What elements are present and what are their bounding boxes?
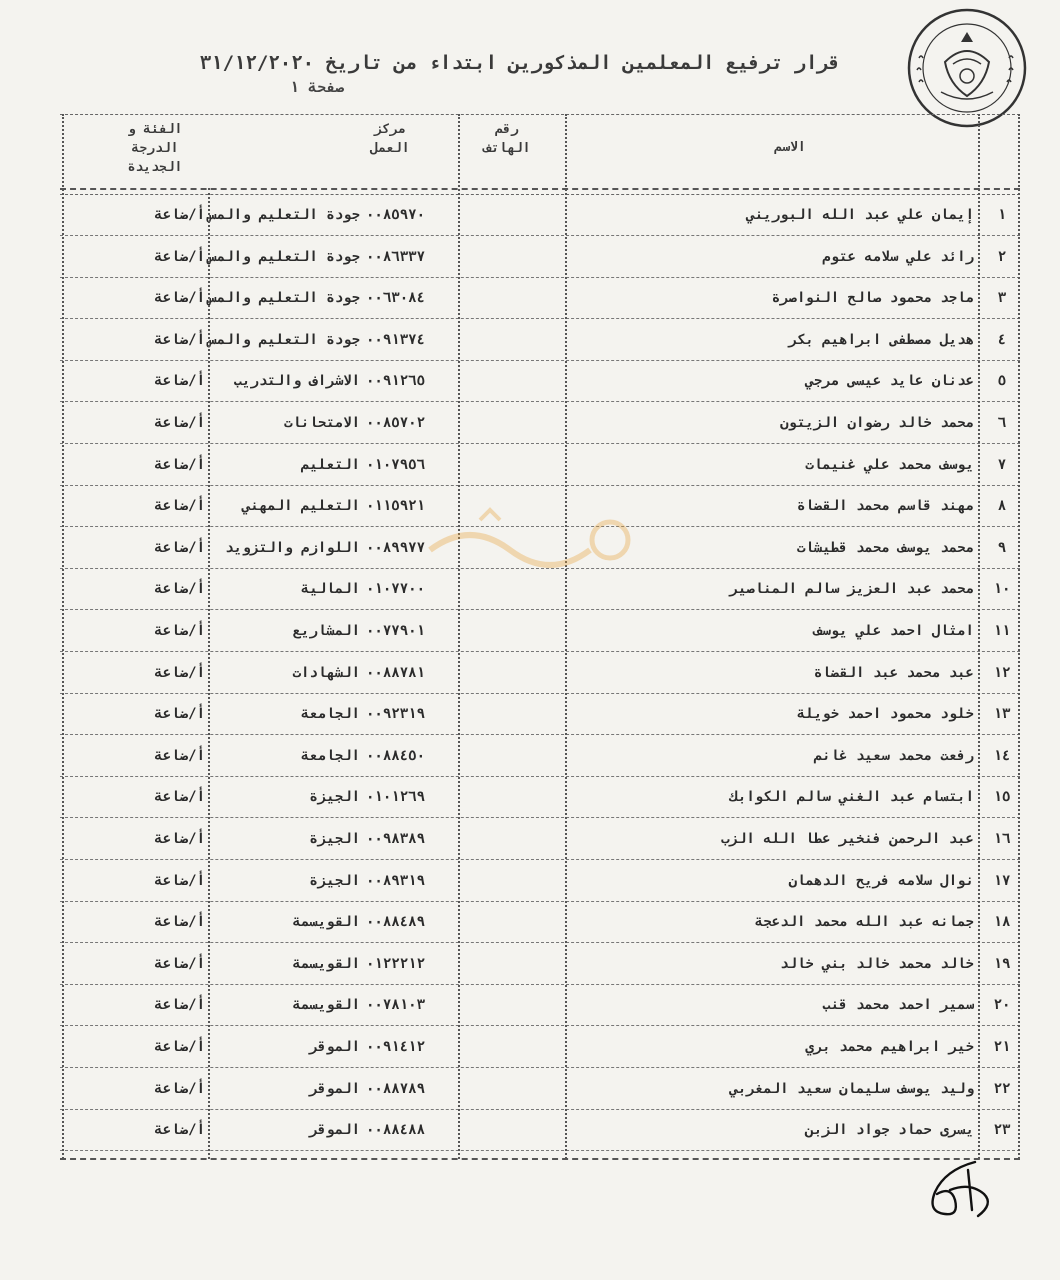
row-name: إيمان علي عبد الله البوريني bbox=[746, 207, 974, 223]
row-divider bbox=[60, 485, 1020, 486]
row-number: ١٣ bbox=[993, 706, 1011, 723]
table-row bbox=[60, 325, 1020, 367]
row-center: الشهادات bbox=[292, 664, 360, 681]
row-center: جودة التعليم والمس bbox=[208, 248, 360, 265]
row-name: ابتسام عبد الغني سالم الكوابك bbox=[729, 789, 974, 806]
row-name: رائد علي سلامه عتوم bbox=[822, 248, 974, 265]
signature-scribble-icon bbox=[920, 1150, 1000, 1230]
row-divider bbox=[60, 901, 1020, 902]
row-center: جودة التعليم والمس bbox=[208, 207, 360, 223]
row-grade: أ/ضاعة bbox=[154, 456, 205, 473]
row-number: ١٤ bbox=[993, 747, 1011, 764]
row-center: الموقر bbox=[309, 1122, 360, 1139]
table-row bbox=[60, 242, 1020, 284]
row-divider bbox=[60, 1150, 1020, 1151]
row-number: ١٢ bbox=[993, 664, 1011, 681]
row-name: عبد محمد عبد القضاة bbox=[813, 664, 974, 681]
row-number: ٢٢ bbox=[993, 1080, 1011, 1097]
row-name: ماجد محمود صالح النواصرة bbox=[771, 290, 974, 307]
row-name: امثال احمد علي يوسف bbox=[813, 623, 974, 639]
watermark-logo-icon bbox=[420, 500, 650, 580]
row-divider bbox=[60, 817, 1020, 818]
row-emp-id: ٠١٢٢٢١٢ bbox=[366, 955, 426, 972]
row-divider bbox=[60, 984, 1020, 985]
row-emp-id: ٠٠٨٨٤٥٠ bbox=[366, 747, 426, 764]
row-number: ١٩ bbox=[993, 955, 1011, 972]
row-grade: أ/ضاعة bbox=[154, 1080, 205, 1097]
table-row bbox=[60, 408, 1020, 450]
row-divider bbox=[60, 693, 1020, 694]
table-row bbox=[60, 1074, 1020, 1116]
row-name: مهند قاسم محمد القضاة bbox=[796, 498, 974, 515]
row-divider bbox=[60, 859, 1020, 860]
row-divider bbox=[60, 401, 1020, 402]
table-row bbox=[60, 907, 1020, 949]
row-number: ٧ bbox=[997, 456, 1007, 473]
table-row bbox=[60, 283, 1020, 325]
row-name: محمد عبد العزيز سالم المناصير bbox=[729, 581, 974, 598]
row-emp-id: ٠٠٨٥٧٠٢ bbox=[366, 415, 426, 431]
table-row bbox=[60, 1115, 1020, 1157]
row-grade: أ/ضاعة bbox=[154, 373, 205, 390]
row-divider bbox=[60, 942, 1020, 943]
row-name: خلود محمود احمد خويلة bbox=[796, 706, 974, 723]
row-center: الجيزة bbox=[309, 789, 360, 806]
row-number: ٦ bbox=[997, 415, 1007, 431]
row-number: ٥ bbox=[997, 373, 1007, 390]
row-divider bbox=[60, 443, 1020, 444]
row-name: خير ابراهيم محمد بري bbox=[805, 1039, 974, 1055]
row-center: الجامعة bbox=[300, 706, 360, 723]
document-title: قرار ترفيع المعلمين المذكورين ابتداء من تاريخ ٣١/١٢/٢٠٢٠ bbox=[199, 52, 841, 74]
table-row bbox=[60, 450, 1020, 492]
row-name: يسرى حماد جواد الزبن bbox=[805, 1122, 974, 1139]
row-grade: أ/ضاعة bbox=[154, 331, 205, 348]
row-emp-id: ٠٠٨٩٣١٩ bbox=[366, 872, 426, 889]
row-number: ٤ bbox=[997, 331, 1007, 348]
row-number: ٢٠ bbox=[993, 997, 1011, 1014]
table-row bbox=[60, 366, 1020, 408]
row-center: المالية bbox=[300, 581, 360, 598]
row-center: المشاريع bbox=[292, 623, 360, 639]
row-grade: أ/ضاعة bbox=[154, 664, 205, 681]
table-row bbox=[60, 949, 1020, 991]
row-center: القويسمة bbox=[292, 914, 360, 931]
row-number: ٨ bbox=[997, 498, 1007, 515]
row-grade: أ/ضاعة bbox=[154, 581, 205, 598]
row-grade: أ/ضاعة bbox=[154, 1122, 205, 1139]
table-row bbox=[60, 658, 1020, 700]
row-center: القويسمة bbox=[292, 997, 360, 1014]
row-number: ٢ bbox=[997, 248, 1007, 265]
row-emp-id: ٠١٠١٢٦٩ bbox=[366, 789, 426, 806]
row-center: الجيزة bbox=[309, 831, 360, 847]
row-emp-id: ٠٠٨٨٤٨٩ bbox=[366, 914, 426, 931]
row-number: ١٧ bbox=[993, 872, 1011, 889]
row-center: الامتحانات bbox=[284, 415, 360, 431]
row-number: ٩ bbox=[997, 539, 1007, 556]
row-emp-id: ٠٠٩٢٣١٩ bbox=[366, 706, 426, 723]
row-center: اللوازم والتزويد bbox=[225, 539, 360, 556]
kingdom-seal-icon bbox=[905, 6, 1029, 130]
row-center: التعليم bbox=[300, 456, 360, 473]
row-emp-id: ٠٠٨٩٩٧٧ bbox=[366, 539, 426, 556]
row-emp-id: ٠٠٧٧٩٠١ bbox=[366, 623, 426, 639]
row-center: الموقر bbox=[309, 1080, 360, 1097]
table-row bbox=[60, 782, 1020, 824]
row-divider bbox=[60, 734, 1020, 735]
row-number: ٢١ bbox=[993, 1039, 1011, 1055]
row-emp-id: ٠٠٦٣٠٨٤ bbox=[366, 290, 426, 307]
row-emp-id: ٠٠٩١٤١٢ bbox=[366, 1039, 426, 1055]
row-name: محمد خالد رضوان الزيتون bbox=[780, 415, 974, 431]
row-grade: أ/ضاعة bbox=[154, 955, 205, 972]
table-row bbox=[60, 866, 1020, 908]
row-grade: أ/ضاعة bbox=[154, 623, 205, 639]
row-grade: أ/ضاعة bbox=[154, 1039, 205, 1055]
row-divider bbox=[60, 277, 1020, 278]
header-center: مركز العمل bbox=[370, 122, 410, 156]
row-emp-id: ٠٠٩١٣٧٤ bbox=[366, 331, 426, 348]
table-row bbox=[60, 616, 1020, 658]
row-divider bbox=[60, 776, 1020, 777]
row-emp-id: ٠٠٧٨١٠٣ bbox=[366, 997, 426, 1014]
row-center: الموقر bbox=[309, 1039, 360, 1055]
header-emp-id: رقم الهاتف bbox=[483, 122, 531, 156]
row-divider bbox=[60, 1109, 1020, 1110]
row-center: الجامعة bbox=[300, 747, 360, 764]
row-number: ١٥ bbox=[993, 789, 1011, 806]
row-divider bbox=[60, 318, 1020, 319]
row-number: ٣ bbox=[997, 290, 1007, 307]
row-center: الجيزة bbox=[309, 872, 360, 889]
row-name: يوسف محمد علي غنيمات bbox=[805, 456, 974, 473]
row-grade: أ/ضاعة bbox=[154, 539, 205, 556]
row-name: نوال سلامه فريح الدهمان bbox=[788, 872, 974, 889]
row-name: رفعت محمد سعيد غانم bbox=[813, 747, 974, 764]
row-name: وليد يوسف سليمان سعيد المغربي bbox=[729, 1080, 974, 1097]
row-grade: أ/ضاعة bbox=[154, 789, 205, 806]
page-label: صفحة ١ bbox=[290, 78, 345, 96]
row-grade: أ/ضاعة bbox=[154, 997, 205, 1014]
row-divider bbox=[60, 360, 1020, 361]
row-number: ١١ bbox=[993, 623, 1011, 639]
row-grade: أ/ضاعة bbox=[154, 248, 205, 265]
table-row bbox=[60, 200, 1020, 242]
row-name: هديل مصطفى ابراهيم بكر bbox=[788, 331, 974, 348]
row-grade: أ/ضاعة bbox=[154, 207, 205, 223]
table-row bbox=[60, 1032, 1020, 1074]
row-center: جودة التعليم والمس bbox=[208, 331, 360, 348]
row-emp-id: ٠٠٨٥٩٧٠ bbox=[366, 207, 426, 223]
row-center: الاشراف والتدريب bbox=[233, 373, 360, 390]
row-center: جودة التعليم والمس bbox=[208, 290, 360, 307]
row-number: ١ bbox=[997, 207, 1007, 223]
row-grade: أ/ضاعة bbox=[154, 415, 205, 431]
row-number: ١٨ bbox=[993, 914, 1011, 931]
row-name: محمد يوسف محمد قطيشات bbox=[796, 539, 974, 556]
row-divider bbox=[60, 1025, 1020, 1026]
row-grade: أ/ضاعة bbox=[154, 914, 205, 931]
row-number: ١٠ bbox=[993, 581, 1011, 598]
row-grade: أ/ضاعة bbox=[154, 747, 205, 764]
row-grade: أ/ضاعة bbox=[154, 706, 205, 723]
table-row bbox=[60, 699, 1020, 741]
row-divider bbox=[60, 1067, 1020, 1068]
row-divider bbox=[60, 651, 1020, 652]
row-emp-id: ٠٠٩٨٣٨٩ bbox=[366, 831, 426, 847]
table-row bbox=[60, 574, 1020, 616]
row-number: ٢٣ bbox=[993, 1122, 1011, 1139]
table-row bbox=[60, 741, 1020, 783]
row-divider bbox=[60, 235, 1020, 236]
row-emp-id: ٠٠٨٦٣٣٧ bbox=[366, 248, 426, 265]
row-emp-id: ٠٠٨٨٤٨٨ bbox=[366, 1122, 426, 1139]
row-emp-id: ٠١١٥٩٢١ bbox=[366, 498, 426, 515]
row-center: القويسمة bbox=[292, 955, 360, 972]
row-grade: أ/ضاعة bbox=[154, 498, 205, 515]
row-emp-id: ٠٠٨٨٧٨٩ bbox=[366, 1080, 426, 1097]
header-name: الاسم bbox=[774, 140, 806, 155]
row-emp-id: ٠١٠٧٩٥٦ bbox=[366, 456, 426, 473]
row-emp-id: ٠٠٩١٢٦٥ bbox=[366, 373, 426, 390]
row-divider bbox=[60, 609, 1020, 610]
row-emp-id: ٠٠٨٨٧٨١ bbox=[366, 664, 426, 681]
row-grade: أ/ضاعة bbox=[154, 872, 205, 889]
row-name: عبد الرحمن فنخير عطا الله الزب bbox=[721, 831, 974, 847]
row-grade: أ/ضاعة bbox=[154, 290, 205, 307]
row-center: التعليم المهني bbox=[241, 498, 360, 515]
row-grade: أ/ضاعة bbox=[154, 831, 205, 847]
row-name: خالد محمد خالد بني خالد bbox=[780, 955, 974, 972]
row-name: سمير احمد محمد قنب bbox=[822, 997, 974, 1014]
table-header bbox=[60, 114, 1020, 190]
row-name: جمانه عبد الله محمد الدعجة bbox=[754, 914, 974, 931]
row-name: عدنان عايد عيسى مرجي bbox=[805, 373, 974, 390]
promotion-table bbox=[60, 114, 1020, 1159]
row-emp-id: ٠١٠٧٧٠٠ bbox=[366, 581, 426, 598]
header-grade: الفئة و الدرجة الجديدة bbox=[127, 122, 183, 175]
table-row bbox=[60, 990, 1020, 1032]
table-row bbox=[60, 824, 1020, 866]
row-number: ١٦ bbox=[993, 831, 1011, 847]
